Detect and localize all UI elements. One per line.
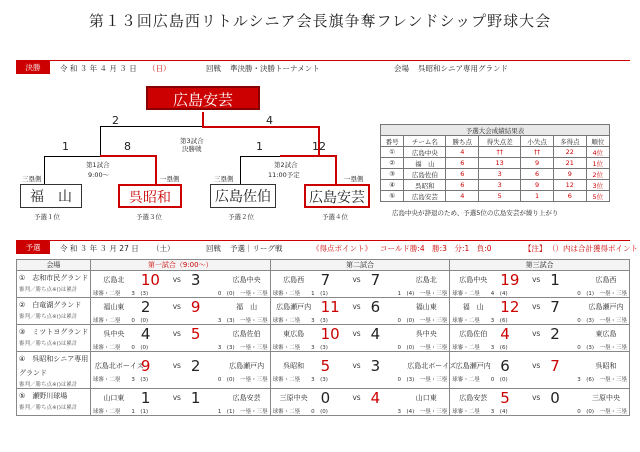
results-row bbox=[381, 180, 610, 191]
points-b: 0 (0) 一塁・三塁 bbox=[217, 291, 268, 297]
venue-sub: 審判／勝ち点※()は累計 bbox=[19, 314, 78, 320]
game-cell bbox=[270, 389, 450, 416]
results-cell: 3 bbox=[479, 180, 521, 191]
vs-label: VS bbox=[352, 395, 361, 402]
venue-sub: 審判／勝ち点※()は累計 bbox=[19, 287, 78, 293]
game-cell bbox=[450, 325, 630, 352]
champion-box: 広島安芸 bbox=[146, 86, 260, 110]
vs-label: VS bbox=[172, 277, 181, 284]
results-cell: ④ bbox=[381, 180, 404, 191]
col-venue: 会場 bbox=[17, 260, 91, 271]
results-cell: †† bbox=[479, 147, 521, 158]
points-a: 球審・二塁 4 (4) bbox=[452, 291, 508, 297]
score-b: 5 bbox=[190, 325, 201, 343]
points-a: 球審・二塁 1 (1) bbox=[272, 291, 328, 297]
team-b: 広島瀬戸内 bbox=[229, 362, 265, 370]
semi1-right-score: 8 bbox=[124, 140, 131, 153]
note-label: 【注】 bbox=[524, 244, 547, 253]
points-label: 《得点ポイント》 bbox=[312, 244, 372, 253]
final-right-score: 4 bbox=[266, 114, 273, 127]
score-b: 7 bbox=[550, 357, 560, 375]
results-header: チーム名 bbox=[404, 136, 446, 147]
results-cell: 22 bbox=[553, 147, 586, 158]
prelim-tag: 予選 bbox=[16, 241, 50, 254]
team-a: 広島安芸 bbox=[459, 394, 488, 402]
venue-cell bbox=[17, 271, 91, 298]
semi1-sub-right: 一塁側 bbox=[160, 175, 180, 183]
score-b: 4 bbox=[370, 389, 381, 407]
team-a: 広島瀬戸内 bbox=[455, 362, 491, 370]
prelim-row bbox=[17, 271, 630, 298]
team-b: 広島佐伯 bbox=[232, 330, 261, 338]
vs-label: VS bbox=[352, 363, 361, 370]
results-cell: 21 bbox=[553, 158, 586, 169]
results-cell: 6 bbox=[553, 191, 586, 202]
semi2-sub-left: 三塁側 bbox=[214, 175, 234, 183]
points-b: 3 (3) 一塁・三塁 bbox=[217, 345, 268, 351]
vs-label: VS bbox=[172, 363, 181, 370]
score-a: 7 bbox=[320, 271, 331, 289]
team-a: 広島佐伯 bbox=[459, 330, 488, 338]
results-cell: 1 bbox=[521, 191, 554, 202]
team-b: 呉中央 bbox=[415, 330, 437, 338]
team-b: 広島安芸 bbox=[232, 394, 261, 402]
results-header: 多得点 bbox=[553, 136, 586, 147]
points-a: 球審・二塁 3 (3) bbox=[272, 377, 328, 383]
vs-label: VS bbox=[532, 304, 541, 311]
vs-label: VS bbox=[532, 277, 541, 284]
score-a: 4 bbox=[500, 325, 510, 343]
team-a: 広島北ボーイズ bbox=[94, 362, 144, 370]
results-cell: 6 bbox=[446, 180, 479, 191]
score-a: 6 bbox=[500, 357, 510, 375]
points-a: 球審・二塁 0 (0) bbox=[92, 345, 149, 351]
team-a: 広島西 bbox=[283, 276, 305, 284]
results-header: 勝ち点 bbox=[446, 136, 479, 147]
points-a: 球審・二塁 3 (3) bbox=[92, 377, 149, 383]
points-b: 0 (0) 一塁・三塁 bbox=[217, 377, 268, 383]
score-a: 5 bbox=[320, 357, 331, 375]
vs-label: VS bbox=[352, 277, 361, 284]
prelim-section-bar bbox=[16, 240, 638, 254]
results-cell: ② bbox=[381, 158, 404, 169]
team-a: 福 山 bbox=[462, 303, 484, 311]
points-b: 0 (3) 一塁・三塁 bbox=[577, 318, 627, 324]
semi1-label: 第1試合 bbox=[86, 161, 110, 169]
results-cell: 3位 bbox=[586, 180, 609, 191]
venue-sub: 審判／勝ち点※()は累計 bbox=[19, 341, 78, 347]
results-cell: ① bbox=[381, 147, 404, 158]
team-b: 山口東 bbox=[415, 394, 437, 402]
col-game3: 第三試合 bbox=[450, 260, 630, 271]
team-b: 広島瀬戸内 bbox=[588, 303, 624, 311]
final-left-score: 2 bbox=[112, 114, 119, 127]
points-b: 0 (0) 一塁・三塁 bbox=[577, 409, 627, 415]
final-venue: 呉昭和シニア専用グランド bbox=[418, 64, 508, 73]
semi2-right-score: 12 bbox=[312, 140, 326, 153]
score-a: 4 bbox=[140, 325, 151, 343]
results-header: 順位 bbox=[586, 136, 609, 147]
prelim-row bbox=[17, 352, 630, 389]
vs-label: VS bbox=[532, 395, 541, 402]
score-b: 7 bbox=[370, 271, 381, 289]
col-game2: 第二試合 bbox=[270, 260, 450, 271]
seed-2: 予選３位 bbox=[136, 213, 162, 221]
team-a: 呉昭和 bbox=[283, 362, 305, 370]
team-a: 広島中央 bbox=[459, 276, 488, 284]
results-cell: 3 bbox=[479, 169, 521, 180]
game-cell bbox=[450, 389, 630, 416]
game-cell bbox=[450, 271, 630, 298]
results-header: 小失点 bbox=[521, 136, 554, 147]
score-b: 0 bbox=[550, 389, 560, 407]
results-cell: 4 bbox=[446, 147, 479, 158]
results-cell: 9 bbox=[521, 158, 554, 169]
team-box-1: 福 山 bbox=[20, 184, 82, 208]
game-cell bbox=[270, 325, 450, 352]
game-cell bbox=[270, 352, 457, 389]
results-cell: 13 bbox=[479, 158, 521, 169]
prelim-round: 予選｜リーグ戦 bbox=[230, 244, 283, 253]
points-a: 球審・二塁 3 (3) bbox=[272, 345, 328, 351]
score-a: 19 bbox=[500, 271, 520, 289]
team-b: 広島北 bbox=[415, 276, 437, 284]
semi1-sub-left: 三塁側 bbox=[22, 175, 42, 183]
prelim-row bbox=[17, 298, 630, 325]
score-a: 10 bbox=[140, 271, 160, 289]
final-round: 準決勝・決勝トーナメント bbox=[230, 64, 320, 73]
venue-name: ③ ミツトヨグランド bbox=[19, 328, 89, 336]
game-cell bbox=[270, 298, 450, 325]
team-a: 広島北 bbox=[103, 276, 125, 284]
score-b: 4 bbox=[370, 325, 381, 343]
points-b: 1 (4) 一塁・三塁 bbox=[397, 291, 448, 297]
results-row bbox=[381, 147, 610, 158]
results-cell: ③ bbox=[381, 169, 404, 180]
prelim-row bbox=[17, 325, 630, 352]
results-cell: 5 bbox=[479, 191, 521, 202]
prelim-day: （土） bbox=[152, 244, 175, 253]
score-b: 3 bbox=[190, 271, 201, 289]
points-a: 球審・二塁 0 (0) bbox=[272, 409, 328, 415]
points-a: 球審・二塁 3 (6) bbox=[452, 318, 508, 324]
game-cell bbox=[450, 298, 630, 325]
game-cell bbox=[90, 389, 270, 416]
score-b: 7 bbox=[550, 298, 560, 316]
final-date: 令 和 ３ 年 ４ 月 ３ 日 bbox=[60, 64, 137, 73]
points-b: 1 (1) 一塁・三塁 bbox=[217, 409, 268, 415]
points-b: 0 (1) 一塁・三塁 bbox=[577, 291, 627, 297]
results-note: 広島中央が辞退のため、予選5位の広島安芸が繰り上がり bbox=[392, 209, 559, 217]
score-a: 9 bbox=[140, 357, 151, 375]
results-cell: 9 bbox=[521, 180, 554, 191]
score-a: 5 bbox=[500, 389, 510, 407]
team-b: 広島北ボーイズ bbox=[407, 362, 457, 370]
results-header: 番号 bbox=[381, 136, 404, 147]
score-a: 2 bbox=[140, 298, 151, 316]
score-b: 6 bbox=[370, 298, 381, 316]
score-b: 1 bbox=[190, 389, 201, 407]
final-day: （日） bbox=[148, 64, 171, 73]
venue-sub: 審判／勝ち点※()は累計 bbox=[19, 405, 78, 411]
points-a: 球審・二塁 3 (3) bbox=[272, 318, 328, 324]
results-cell: 6 bbox=[446, 169, 479, 180]
results-row bbox=[381, 191, 610, 202]
game-cell bbox=[450, 352, 630, 389]
results-cell: 12 bbox=[553, 180, 586, 191]
team-b: 広島西 bbox=[595, 276, 617, 284]
points-a: 球審・二塁 3 (3) bbox=[92, 291, 149, 297]
results-cell: ⑤ bbox=[381, 191, 404, 202]
results-caption: 予選大会成績結果表 bbox=[381, 125, 610, 136]
final-game-sub: 決勝戦 bbox=[182, 145, 202, 153]
score-b: 9 bbox=[190, 298, 201, 316]
results-cell: 6 bbox=[446, 158, 479, 169]
results-cell: 1位 bbox=[586, 158, 609, 169]
points-b: 0 (0) 一塁・三塁 bbox=[397, 318, 448, 324]
team-a: 呉中央 bbox=[103, 330, 125, 338]
semi1-time: 9:00～ bbox=[88, 171, 110, 179]
points-b: 3 (6) 一塁・三塁 bbox=[577, 377, 627, 383]
team-b: 広島中央 bbox=[232, 276, 261, 284]
venue-cell bbox=[17, 352, 91, 389]
team-b: 福 山 bbox=[236, 303, 258, 311]
points-a: 球審・二塁 3 (4) bbox=[452, 409, 508, 415]
points-b: 0 (3) 一塁・三塁 bbox=[397, 377, 448, 383]
results-cell: 呉昭和 bbox=[404, 180, 446, 191]
vs-label: VS bbox=[172, 331, 181, 338]
team-a: 三原中央 bbox=[279, 394, 308, 402]
results-cell: 福 山 bbox=[404, 158, 446, 169]
team-a: 山口東 bbox=[103, 394, 125, 402]
team-box-3: 広島佐伯 bbox=[210, 184, 276, 208]
final-round-label: 回戦 bbox=[206, 64, 221, 73]
col-game1: 第一試合（9:00～） bbox=[90, 260, 270, 271]
points-legend: コールド勝:4 勝:3 分:1 負:0 bbox=[380, 244, 492, 253]
team-a: 福山東 bbox=[103, 303, 125, 311]
prelim-row bbox=[17, 389, 630, 416]
vs-label: VS bbox=[172, 395, 181, 402]
final-tag: 決勝 bbox=[16, 61, 50, 74]
results-cell: 4 bbox=[446, 191, 479, 202]
team-box-4: 広島安芸 bbox=[304, 184, 370, 208]
team-b: 三原中央 bbox=[592, 394, 620, 402]
prelim-round-label: 回戦 bbox=[206, 244, 221, 253]
vs-label: VS bbox=[352, 331, 361, 338]
semi2-left-score: 1 bbox=[256, 140, 263, 153]
score-a: 0 bbox=[320, 389, 331, 407]
venue-cell bbox=[17, 325, 91, 352]
points-a: 球審・二塁 0 (0) bbox=[452, 377, 508, 383]
game-cell bbox=[90, 298, 270, 325]
score-a: 11 bbox=[320, 298, 340, 316]
semi2-sub-right: 一塁側 bbox=[344, 175, 364, 183]
prelim-date: 令 和 ３ 年 ３ 月 27 日 bbox=[60, 244, 139, 253]
team-a: 東広島 bbox=[283, 330, 305, 338]
score-b: 1 bbox=[550, 271, 560, 289]
note-text: （）内は合計獲得ポイント bbox=[548, 244, 638, 253]
points-b: 0 (3) 一塁・三塁 bbox=[577, 345, 627, 351]
score-b: 2 bbox=[190, 357, 201, 375]
vs-label: VS bbox=[532, 363, 541, 370]
final-section-bar bbox=[16, 60, 630, 74]
vs-label: VS bbox=[532, 331, 541, 338]
points-a: 球審・二塁 3 (6) bbox=[452, 345, 508, 351]
team-b: 呉昭和 bbox=[595, 362, 617, 370]
results-header: 得失点差 bbox=[479, 136, 521, 147]
results-cell: 5位 bbox=[586, 191, 609, 202]
score-a: 10 bbox=[320, 325, 340, 343]
results-cell: 2位 bbox=[586, 169, 609, 180]
game-cell bbox=[270, 271, 450, 298]
final-venue-label: 会場 bbox=[394, 64, 409, 73]
points-a: 球審・二塁 1 (1) bbox=[92, 409, 149, 415]
results-cell: †† bbox=[521, 147, 554, 158]
game-cell bbox=[90, 325, 270, 352]
venue-name: ① 志和市民グランド bbox=[19, 274, 89, 282]
results-row bbox=[381, 169, 610, 180]
semi2-time: 11:00予定 bbox=[268, 171, 300, 179]
venue-sub: 審判／勝ち点※()は累計 bbox=[19, 382, 78, 388]
results-cell: 広島佐伯 bbox=[404, 169, 446, 180]
seed-1: 予選１位 bbox=[34, 213, 60, 221]
venue-name: ⑤ 瀬野川球場 bbox=[19, 392, 68, 400]
venue-name: ② 白竜湖グランド bbox=[19, 301, 82, 309]
results-cell: 4位 bbox=[586, 147, 609, 158]
team-box-2: 呉昭和 bbox=[118, 184, 182, 208]
vs-label: VS bbox=[172, 304, 181, 311]
seed-3: 予選２位 bbox=[228, 213, 254, 221]
venue-name: ④ 呉昭和シニア専用グランド bbox=[19, 355, 89, 377]
points-b: 0 (0) 一塁・三塁 bbox=[397, 345, 448, 351]
vs-label: VS bbox=[352, 304, 361, 311]
score-a: 12 bbox=[500, 298, 520, 316]
semi2-label: 第2試合 bbox=[274, 161, 298, 169]
score-b: 3 bbox=[370, 357, 381, 375]
points-a: 球審・二塁 0 (0) bbox=[92, 318, 149, 324]
venue-cell bbox=[17, 389, 91, 416]
team-b: 東広島 bbox=[595, 330, 617, 338]
venue-cell bbox=[17, 298, 91, 325]
team-b: 福山東 bbox=[415, 303, 437, 311]
points-b: 3 (4) 一塁・三塁 bbox=[397, 409, 448, 415]
score-a: 1 bbox=[140, 389, 151, 407]
team-a: 広島瀬戸内 bbox=[276, 303, 312, 311]
semi1-left-score: 1 bbox=[62, 140, 69, 153]
results-table bbox=[380, 124, 610, 202]
game-cell bbox=[90, 352, 270, 389]
score-b: 2 bbox=[550, 325, 560, 343]
page-title: 第１３回広島西リトルシニア会長旗争奪フレンドシップ野球大会 bbox=[88, 12, 552, 30]
results-cell: 広島安芸 bbox=[404, 191, 446, 202]
results-cell: 9 bbox=[553, 169, 586, 180]
prelim-table bbox=[16, 259, 630, 416]
final-game-label: 第3試合 bbox=[180, 137, 204, 145]
results-row bbox=[381, 158, 610, 169]
results-cell: 広島中央 bbox=[404, 147, 446, 158]
points-b: 3 (3) 一塁・三塁 bbox=[217, 318, 268, 324]
results-cell: 6 bbox=[521, 169, 554, 180]
seed-4: 予選４位 bbox=[322, 213, 348, 221]
game-cell bbox=[90, 271, 270, 298]
